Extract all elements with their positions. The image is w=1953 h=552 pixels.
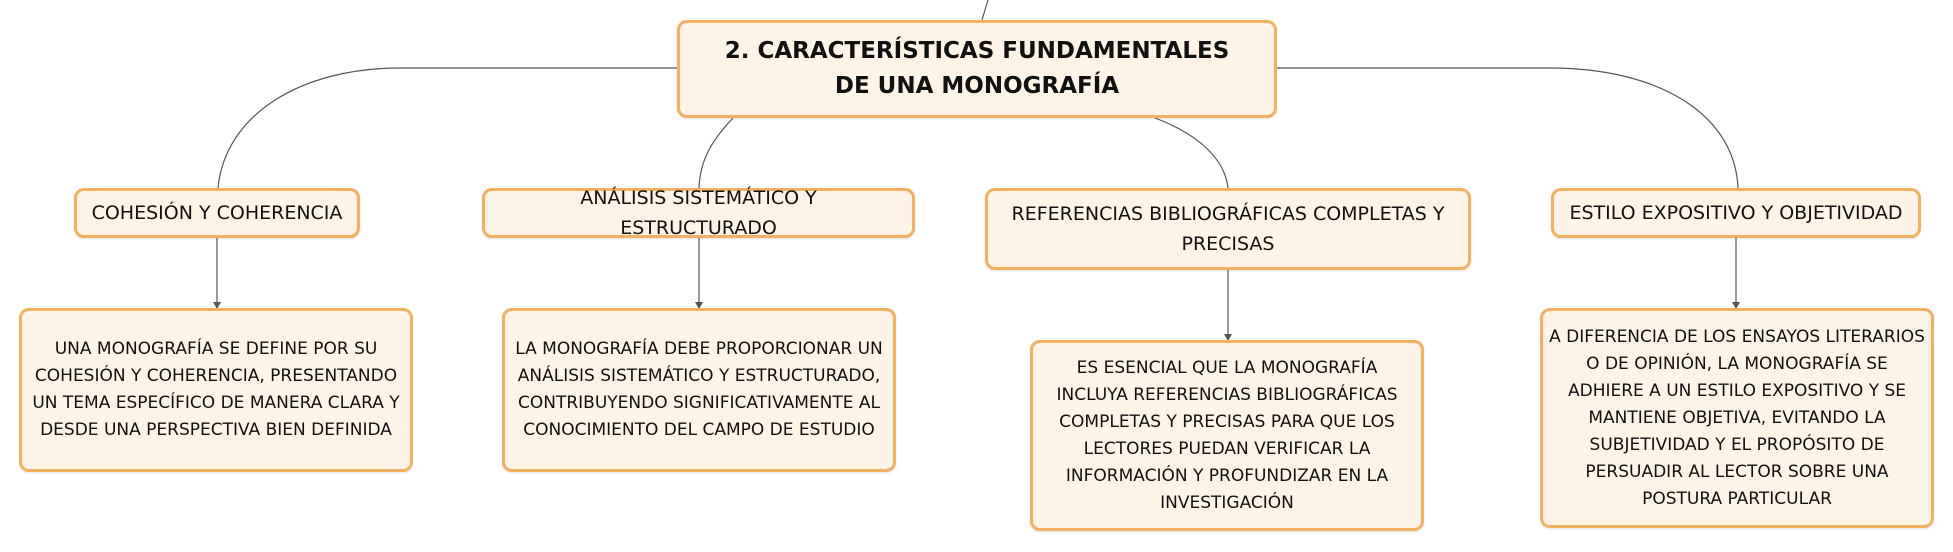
connector-root-to-topic-1	[218, 68, 677, 188]
topic-node-analisis[interactable]	[482, 188, 915, 238]
detail-node-text: ES ESENCIAL QUE LA MONOGRAFÍA INCLUYA REFERENCIAS BIBLIOGRÁFICAS COMPLETAS Y PRECISAS PARA QUE LOS LECTORES PUEDAN VERIFICAR LA INFORMACIÓN Y PROFUNDIZAR EN LA INVESTIGACIÓN	[1056, 357, 1398, 513]
connector-root-to-topic-4	[1277, 68, 1738, 188]
topic-node-referencias[interactable]	[985, 188, 1471, 270]
detail-node-text: UNA MONOGRAFÍA SE DEFINE POR SU COHESIÓN Y COHERENCIA, PRESENTANDO UN TEMA ESPECÍFICO DE MANERA CLARA Y DESDE UNA PERSPECTIVA BIEN DEFINIDA	[32, 339, 400, 440]
connector-root-to-topic-3	[1155, 118, 1228, 188]
topic-node-cohesion[interactable]	[74, 188, 360, 238]
detail-node-analisis[interactable]	[502, 308, 896, 472]
root-node-label: 2. CARACTERÍSTICAS FUNDAMENTALES DE UNA MONOGRAFÍA	[724, 38, 1230, 99]
detail-node-text: A DIFERENCIA DE LOS ENSAYOS LITERARIOS O DE OPINIÓN, LA MONOGRAFÍA SE ADHIERE A UN ESTILO EXPOSITIVO Y SE MANTIENE OBJETIVA, EVITANDO LA SUBJETIVIDAD Y EL PROPÓSITO DE PERSUADIR AL LECTOR SOBRE UNA POSTURA PARTICULAR	[1549, 326, 1925, 509]
detail-node-referencias[interactable]	[1030, 340, 1424, 531]
root-node[interactable]	[677, 20, 1277, 118]
connector-root-to-topic-2	[699, 118, 733, 188]
detail-node-cohesion[interactable]	[19, 308, 413, 472]
topic-node-label: REFERENCIAS BIBLIOGRÁFICAS COMPLETAS Y PRECISAS	[1011, 203, 1445, 255]
detail-node-estilo[interactable]	[1540, 308, 1934, 528]
topic-node-label: COHESIÓN Y COHERENCIA	[91, 202, 343, 224]
connector-from-parent	[982, 0, 988, 20]
topic-node-label: ESTILO EXPOSITIVO Y OBJETIVIDAD	[1569, 202, 1903, 224]
topic-node-label: ANÁLISIS SISTEMÁTICO Y ESTRUCTURADO	[580, 187, 817, 239]
detail-node-text: LA MONOGRAFÍA DEBE PROPORCIONAR UN ANÁLISIS SISTEMÁTICO Y ESTRUCTURADO, CONTRIBUYENDO SIGNIFICATIVAMENTE AL CONOCIMIENTO DEL CAMPO DE ESTUDIO	[515, 339, 883, 440]
topic-node-estilo[interactable]	[1551, 188, 1921, 238]
